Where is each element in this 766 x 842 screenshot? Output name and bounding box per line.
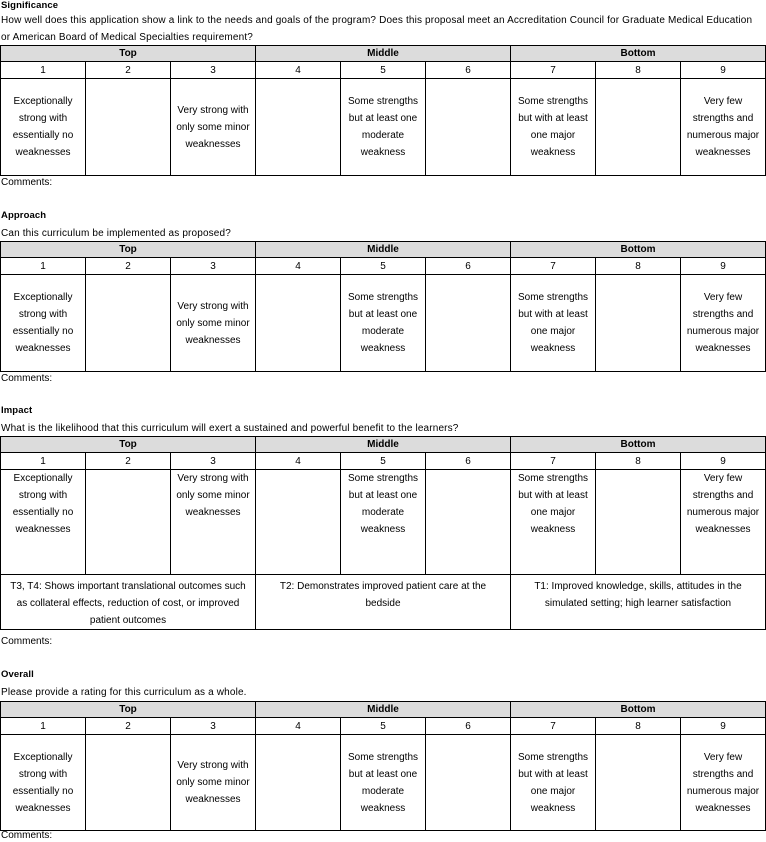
score-1[interactable]: 1	[1, 62, 86, 79]
comments-label-significance: Comments:	[1, 177, 53, 188]
anchor-7: Some strengths but with at least one major weakness	[511, 275, 596, 372]
anchor-7: Some strengths but with at least one major weakness	[511, 79, 596, 176]
anchor-3: Very strong with only some minor weaknesses	[171, 79, 256, 176]
tier-top-description: T3, T4: Shows important translational outcomes such as collateral effects, reduction of cost, or improved patient outcomes	[1, 575, 256, 630]
group-middle: Middle	[256, 46, 511, 62]
anchor-5: Some strengths but at least one moderate weakness	[341, 275, 426, 372]
score-9[interactable]: 9	[681, 453, 766, 470]
score-6[interactable]: 6	[426, 453, 511, 470]
comments-label-impact: Comments:	[1, 636, 53, 647]
score-7[interactable]: 7	[511, 62, 596, 79]
group-bottom: Bottom	[511, 242, 766, 258]
score-7[interactable]: 7	[511, 718, 596, 735]
score-5[interactable]: 5	[341, 258, 426, 275]
anchor-4-empty	[256, 470, 341, 575]
anchor-6-empty	[426, 79, 511, 176]
score-1[interactable]: 1	[1, 453, 86, 470]
anchor-3: Very strong with only some minor weaknesses	[171, 275, 256, 372]
anchor-2-empty	[86, 470, 171, 575]
anchor-4-empty	[256, 79, 341, 176]
group-bottom: Bottom	[511, 46, 766, 62]
comments-label-approach: Comments:	[1, 373, 53, 384]
score-6[interactable]: 6	[426, 718, 511, 735]
section-title-significance: Significance	[1, 0, 59, 11]
score-4[interactable]: 4	[256, 258, 341, 275]
anchor-1: Exceptionally strong with essentially no weaknesses	[1, 79, 86, 176]
score-9[interactable]: 9	[681, 62, 766, 79]
score-3[interactable]: 3	[171, 718, 256, 735]
score-6[interactable]: 6	[426, 258, 511, 275]
anchor-6-empty	[426, 275, 511, 372]
score-9[interactable]: 9	[681, 258, 766, 275]
score-7[interactable]: 7	[511, 258, 596, 275]
anchor-5: Some strengths but at least one moderate weakness	[341, 470, 426, 575]
anchor-3: Very strong with only some minor weaknesses	[171, 735, 256, 831]
group-middle: Middle	[256, 702, 511, 718]
section-question-overall: Please provide a rating for this curriculum as a whole.	[1, 687, 247, 698]
section-question-approach: Can this curriculum be implemented as proposed?	[1, 228, 231, 239]
score-2[interactable]: 2	[86, 718, 171, 735]
group-top: Top	[1, 702, 256, 718]
rating-table-approach	[0, 241, 766, 372]
score-3[interactable]: 3	[171, 453, 256, 470]
anchor-6-empty	[426, 735, 511, 831]
section-title-impact: Impact	[1, 405, 33, 416]
tier-bottom-description: T1: Improved knowledge, skills, attitudes in the simulated setting; high learner satisfaction	[511, 575, 766, 630]
anchor-2-empty	[86, 79, 171, 176]
anchor-4-empty	[256, 275, 341, 372]
anchor-2-empty	[86, 735, 171, 831]
anchor-8-empty	[596, 735, 681, 831]
anchor-7: Some strengths but with at least one major weakness	[511, 735, 596, 831]
anchor-1: Exceptionally strong with essentially no weaknesses	[1, 735, 86, 831]
group-middle: Middle	[256, 437, 511, 453]
anchor-6-empty	[426, 470, 511, 575]
score-4[interactable]: 4	[256, 718, 341, 735]
score-8[interactable]: 8	[596, 258, 681, 275]
group-middle: Middle	[256, 242, 511, 258]
anchor-5: Some strengths but at least one moderate weakness	[341, 79, 426, 176]
score-5[interactable]: 5	[341, 62, 426, 79]
score-2[interactable]: 2	[86, 62, 171, 79]
score-4[interactable]: 4	[256, 62, 341, 79]
score-1[interactable]: 1	[1, 718, 86, 735]
comments-label-overall: Comments:	[1, 830, 53, 841]
section-title-overall: Overall	[1, 669, 34, 680]
anchor-4-empty	[256, 735, 341, 831]
group-top: Top	[1, 437, 256, 453]
section-question-significance: How well does this application show a link to the needs and goals of the program? Does this proposal meet an Accreditation Council for Graduate Medical Education or American Board of Medical Specialties requirement?	[1, 15, 753, 43]
section-question-impact: What is the likelihood that this curriculum will exert a sustained and powerful benefit to the learners?	[1, 423, 459, 434]
score-4[interactable]: 4	[256, 453, 341, 470]
anchor-8-empty	[596, 79, 681, 176]
group-bottom: Bottom	[511, 702, 766, 718]
score-2[interactable]: 2	[86, 258, 171, 275]
anchor-2-empty	[86, 275, 171, 372]
tier-middle-description: T2: Demonstrates improved patient care at the bedside	[256, 575, 511, 630]
anchor-9: Very few strengths and numerous major weaknesses	[681, 735, 766, 831]
anchor-3: Very strong with only some minor weaknesses	[171, 470, 256, 575]
anchor-5: Some strengths but at least one moderate weakness	[341, 735, 426, 831]
score-6[interactable]: 6	[426, 62, 511, 79]
rating-table-impact	[0, 436, 766, 630]
anchor-9: Very few strengths and numerous major weaknesses	[681, 470, 766, 575]
rating-table-significance	[0, 45, 766, 176]
score-8[interactable]: 8	[596, 718, 681, 735]
score-2[interactable]: 2	[86, 453, 171, 470]
anchor-8-empty	[596, 275, 681, 372]
anchor-8-empty	[596, 470, 681, 575]
score-3[interactable]: 3	[171, 62, 256, 79]
score-8[interactable]: 8	[596, 62, 681, 79]
rating-table-overall	[0, 701, 766, 831]
anchor-9: Very few strengths and numerous major weaknesses	[681, 275, 766, 372]
group-bottom: Bottom	[511, 437, 766, 453]
score-3[interactable]: 3	[171, 258, 256, 275]
anchor-1: Exceptionally strong with essentially no weaknesses	[1, 470, 86, 575]
score-7[interactable]: 7	[511, 453, 596, 470]
anchor-7: Some strengths but with at least one major weakness	[511, 470, 596, 575]
anchor-1: Exceptionally strong with essentially no weaknesses	[1, 275, 86, 372]
group-top: Top	[1, 242, 256, 258]
section-title-approach: Approach	[1, 210, 47, 221]
score-5[interactable]: 5	[341, 453, 426, 470]
score-8[interactable]: 8	[596, 453, 681, 470]
score-9[interactable]: 9	[681, 718, 766, 735]
group-top: Top	[1, 46, 256, 62]
anchor-9: Very few strengths and numerous major weaknesses	[681, 79, 766, 176]
score-5[interactable]: 5	[341, 718, 426, 735]
score-1[interactable]: 1	[1, 258, 86, 275]
